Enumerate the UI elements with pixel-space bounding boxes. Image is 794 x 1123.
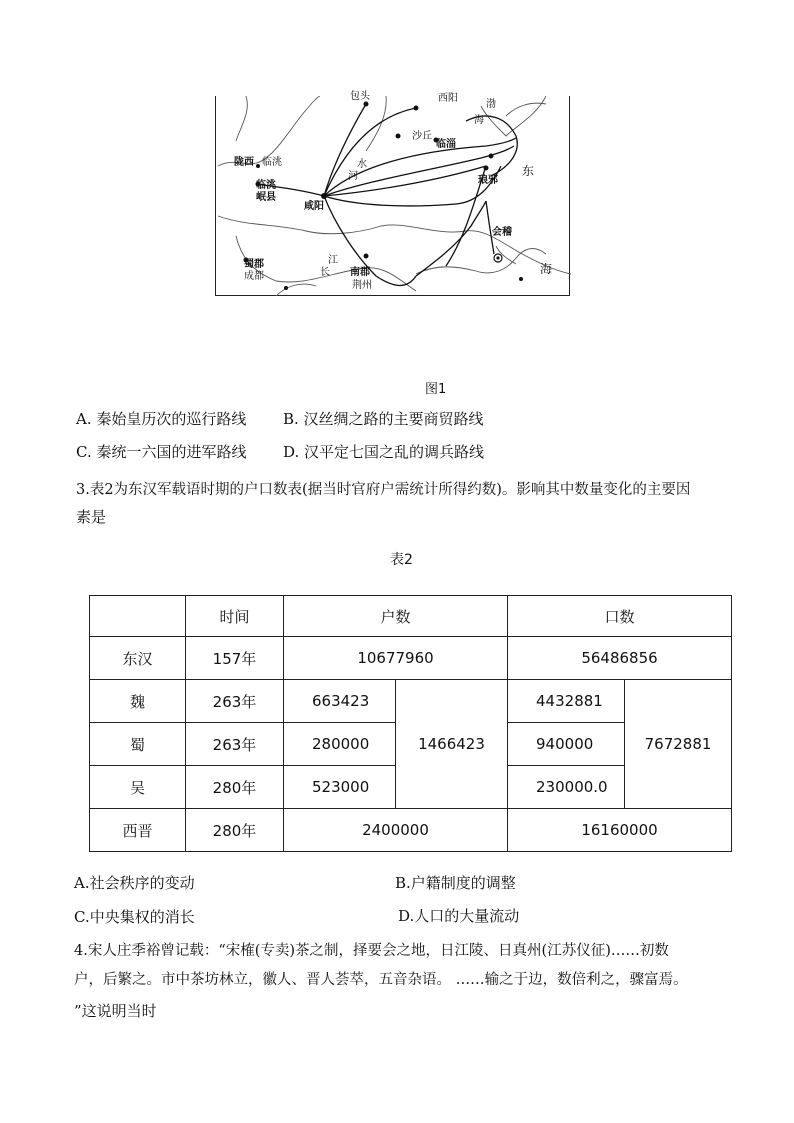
row-households: 10677960 [284, 637, 508, 680]
table-row [90, 637, 732, 680]
route-map-figure [215, 91, 570, 296]
row-name: 东汉 [90, 637, 186, 680]
header-households: 户数 [284, 596, 508, 637]
map-label: 渤 [486, 99, 496, 110]
table-caption: 表2 [390, 552, 413, 568]
row-population: 56486856 [508, 637, 732, 680]
row-population: 230000.0 [508, 766, 625, 809]
row-name: 魏 [90, 680, 186, 723]
map-label: 包头 [350, 91, 370, 102]
table-row [90, 680, 732, 723]
q3-option-a: A.社会秩序的变动 [74, 874, 195, 892]
map-label: 荆州 [352, 280, 372, 291]
map-label: 海 [474, 115, 484, 126]
q3-option-b: B.户籍制度的调整 [395, 874, 516, 892]
map-label: 临淄 [436, 139, 456, 150]
map-label: 长 [320, 267, 330, 278]
row-name: 吴 [90, 766, 186, 809]
figure-caption: 图1 [425, 382, 447, 397]
row-households: 663423 [284, 680, 396, 723]
row-year: 263年 [186, 723, 284, 766]
map-label: 南郡 [350, 267, 370, 278]
table-row [90, 809, 732, 852]
map-label: 琅邪 [478, 175, 498, 186]
q3-option-d: D.人口的大量流动 [398, 907, 520, 925]
map-label: 沙丘 [412, 131, 432, 142]
population-table [89, 595, 732, 852]
map-label: 海 [540, 262, 553, 276]
map-label: 岷县 [256, 192, 276, 203]
map-label: 水 [357, 159, 367, 170]
row-year: 280年 [186, 809, 284, 852]
three-kingdoms-population-total: 7672881 [625, 680, 732, 809]
q2-option-d: D. 汉平定七国之乱的调兵路线 [283, 443, 485, 461]
map-label: 临洮 [256, 180, 276, 191]
q3-option-c: C.中央集权的消长 [74, 908, 195, 926]
row-population: 940000 [508, 723, 625, 766]
map-label: 江 [328, 255, 338, 266]
q2-option-c: C. 秦统一六国的进军路线 [76, 443, 247, 461]
row-year: 157年 [186, 637, 284, 680]
q4-line3: ”这说明当时 [74, 1002, 157, 1020]
map-label: 河 [348, 171, 358, 182]
header-population: 口数 [508, 596, 732, 637]
q4-line2: 户，后繁之。市中茶坊林立，徽人、晋人荟萃，五音杂语。 ……输之于边，数倍利之，骤富焉。 [74, 972, 688, 988]
q2-option-b: B. 汉丝绸之路的主要商贸路线 [283, 410, 484, 428]
q3-stem-line2: 素是 [76, 508, 107, 526]
row-year: 280年 [186, 766, 284, 809]
row-households: 523000 [284, 766, 396, 809]
map-label: 会稽 [492, 227, 512, 238]
map-label: 西阳 [438, 93, 458, 104]
q3-stem-line1: 3.表2为东汉军载语时期的户口数表(据当时官府户需统计所得约数)。影响其中数量变化的主要因 [76, 482, 691, 498]
row-households: 280000 [284, 723, 396, 766]
three-kingdoms-households-total: 1466423 [396, 680, 508, 809]
map-label: 陇西 [234, 157, 254, 168]
map-label: 临洮 [262, 157, 282, 168]
map-label: 成都 [244, 271, 264, 282]
q2-option-a: A. 秦始皇历次的巡行路线 [76, 410, 247, 428]
row-name: 西晋 [90, 809, 186, 852]
map-label: 蜀郡 [244, 259, 264, 270]
row-year: 263年 [186, 680, 284, 723]
header-time: 时间 [186, 596, 284, 637]
table-header-row [90, 596, 732, 637]
header-blank [90, 596, 186, 637]
row-name: 蜀 [90, 723, 186, 766]
row-population: 4432881 [508, 680, 625, 723]
q4-line1: 4.宋人庄季裕曾记载：“宋榷(专卖)茶之制，择要会之地，日江陵、日真州(江苏仪征)……初数 [74, 943, 669, 959]
row-households: 2400000 [284, 809, 508, 852]
row-population: 16160000 [508, 809, 732, 852]
map-label: 咸阳 [304, 201, 324, 212]
map-label: 东 [522, 164, 535, 178]
